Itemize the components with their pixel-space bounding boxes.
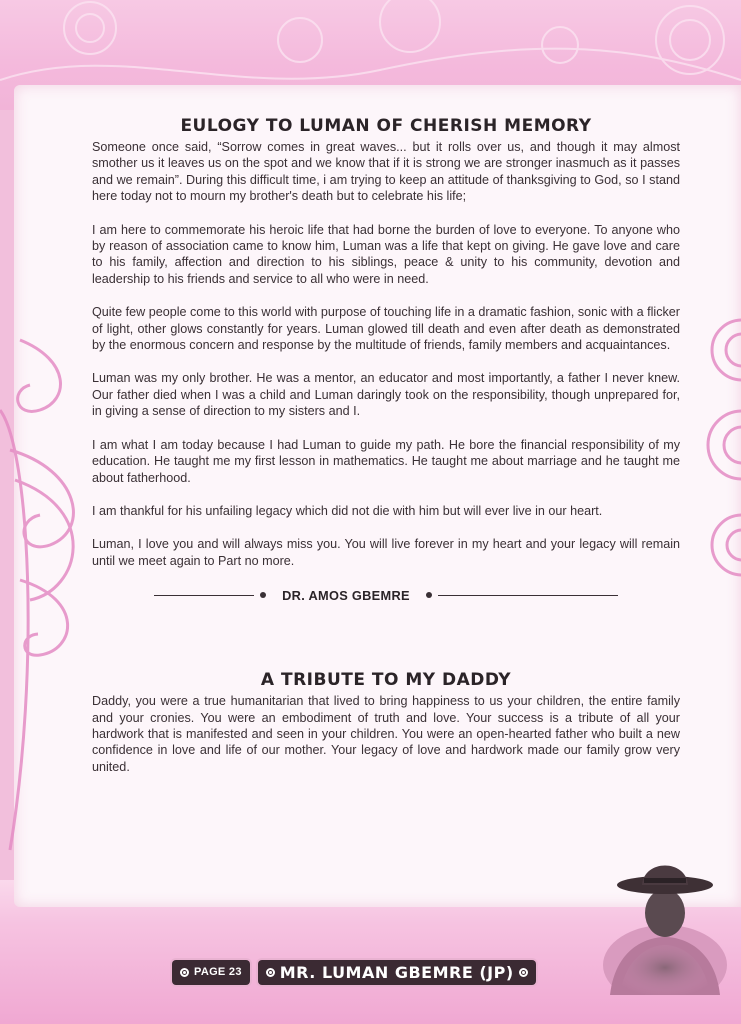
signature-name: DR. AMOS GBEMRE: [282, 587, 410, 603]
eulogy-paragraph: I am thankful for his unfailing legacy which did not die with him but will ever live in our heart.: [92, 503, 603, 518]
article-content: [92, 116, 680, 792]
signature-rule-right: [438, 595, 618, 596]
bullet-dot-icon: [426, 592, 432, 598]
ring-bullet-icon: [266, 968, 275, 977]
eulogy-paragraph: Quite few people come to this world with purpose of touching life in a dramatic fashion, sonic with a flicker of light, other glows constantly for years. Luman glowed till death and even after death as demonstrated by the enormous concern and response by the multitude of friends, family members and acquaintances.: [92, 305, 681, 353]
tribute-title: A TRIBUTE TO MY DADDY: [260, 670, 512, 691]
eulogy-paragraph: I am here to commemorate his heroic life that had borne the burden of love to everyone. To anyone who by reason of association came to know him, Luman was a life that kept on giving. He gave love and care to his family, affection and direction to his siblings, peace & unity to his community, devotion and leadership to his friends and service to all who were in need.: [92, 222, 680, 286]
ring-bullet-icon: [519, 968, 528, 977]
eulogy-paragraph: Someone once said, “Sorrow comes in great waves... but it rolls over us, and though it may almost smother us it leaves us on the spot and we know that if it is strong we are stronger inasmuch as it passes and we remain”. During this difficult time, i am trying to keep an attitude of thanksgiving to God, so I stand here today not to mourn my brother's death but to celebrate his life;: [92, 140, 680, 204]
signature-line: [92, 582, 680, 608]
bullet-dot-icon: [260, 592, 266, 598]
page-footer: [172, 959, 536, 985]
eulogy-paragraph: Luman, I love you and will always miss you. You will live forever in my heart and your legacy will remain until we meet again to Part no more.: [92, 537, 680, 568]
ring-bullet-icon: [180, 968, 189, 977]
page-number-label: PAGE 23: [194, 966, 242, 978]
right-swirl-decoration-icon: [690, 280, 741, 660]
eulogy-paragraph: Luman was my only brother. He was a mentor, an educator and most importantly, a father I never knew. Our father died when I was a child and Luman daringly took on the responsibility, though unprepared for, in giving a sense of direction to my sisters and I.: [92, 371, 680, 419]
name-badge: [258, 960, 536, 985]
name-label: MR. LUMAN GBEMRE (JP): [279, 962, 514, 982]
tribute-paragraph: Daddy, you were a true humanitarian that lived to bring happiness to us your children, the entire family and your cronies. You were an embodiment of truth and love. Your success is a tribute of all your hardwork that is manifested and seen in your children. You were an open-hearted father who built a new confidence in love and life of our mother. Your legacy of love and hardwork made our family grow very united.: [92, 694, 680, 774]
left-swirl-decoration-icon: [0, 150, 100, 870]
signature-rule-left: [154, 595, 254, 596]
portrait-man-in-hat-icon: [600, 845, 730, 995]
page-number-badge: [172, 960, 250, 985]
eulogy-paragraph: I am what I am today because I had Luman to guide my path. He bore the financial responsibility of my education. He taught me my first lesson in mathematics. He taught me about marriage and he taught me about fatherhood.: [92, 437, 680, 485]
eulogy-title: EULOGY TO LUMAN OF CHERISH MEMORY: [180, 116, 592, 136]
